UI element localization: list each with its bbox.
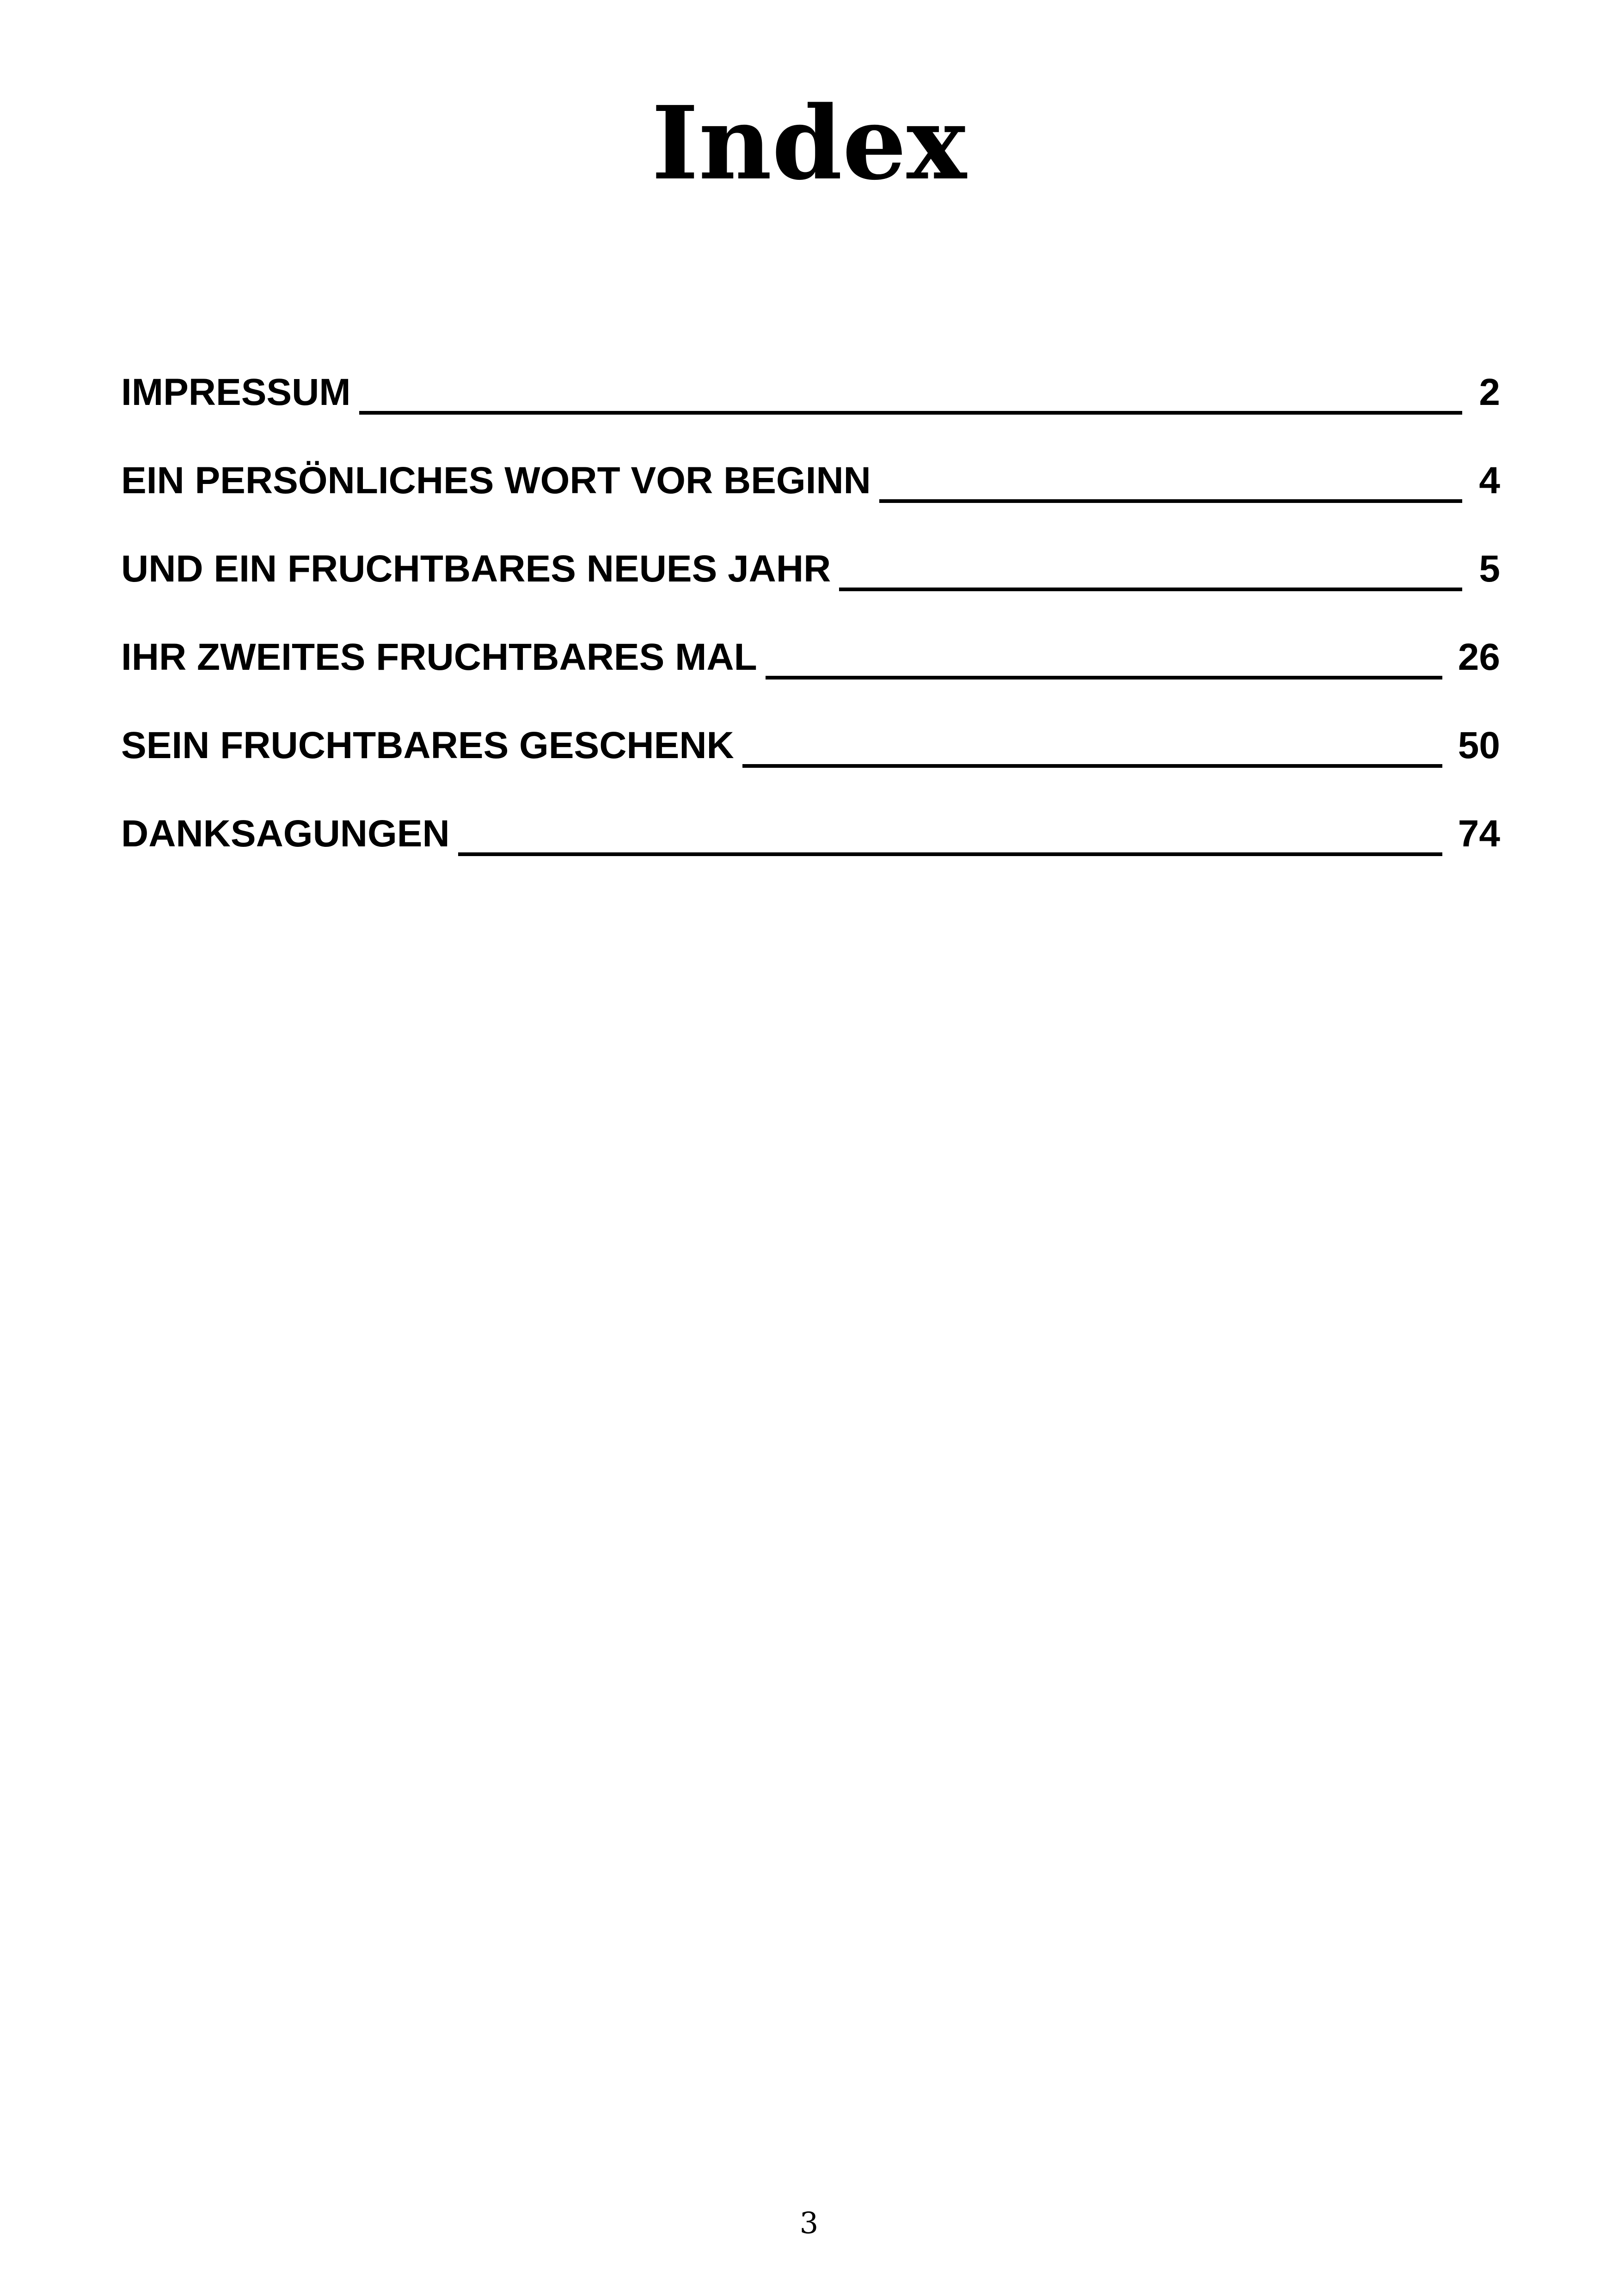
toc-leader-line: [458, 815, 1442, 856]
toc-entry-zweites-mal[interactable]: [121, 597, 1500, 685]
toc-entry-label: SEIN FRUCHTBARES GESCHENK: [121, 724, 734, 766]
page-number: 3: [799, 2206, 819, 2241]
toc-entry-geschenk[interactable]: [121, 685, 1500, 773]
toc-entry-page: 5: [1479, 548, 1500, 590]
toc-entry-page: 26: [1458, 636, 1500, 678]
toc-leader-line: [359, 374, 1462, 415]
toc-entry-label: DANKSAGUNGEN: [121, 813, 450, 855]
toc-entry-neues-jahr[interactable]: [121, 508, 1500, 597]
toc-entry-label: EIN PERSÖNLICHES WORT VOR BEGINN: [121, 459, 871, 502]
table-of-contents: [121, 332, 1500, 862]
toc-entry-danksagungen[interactable]: [121, 773, 1500, 862]
toc-entry-page: 2: [1479, 371, 1500, 413]
toc-entry-label: IHR ZWEITES FRUCHTBARES MAL: [121, 636, 757, 678]
toc-leader-line: [879, 462, 1462, 503]
toc-leader-line: [742, 727, 1442, 768]
page-title: Index: [651, 84, 967, 202]
toc-entry-impressum[interactable]: [121, 332, 1500, 420]
toc-entry-label: IMPRESSUM: [121, 371, 351, 413]
toc-entry-persoenliches-wort[interactable]: [121, 420, 1500, 508]
toc-leader-line: [839, 551, 1462, 591]
toc-entry-page: 4: [1479, 459, 1500, 502]
toc-entry-page: 74: [1458, 813, 1500, 855]
toc-leader-line: [766, 639, 1442, 680]
toc-entry-page: 50: [1458, 724, 1500, 766]
toc-entry-label: UND EIN FRUCHTBARES NEUES JAHR: [121, 548, 831, 590]
